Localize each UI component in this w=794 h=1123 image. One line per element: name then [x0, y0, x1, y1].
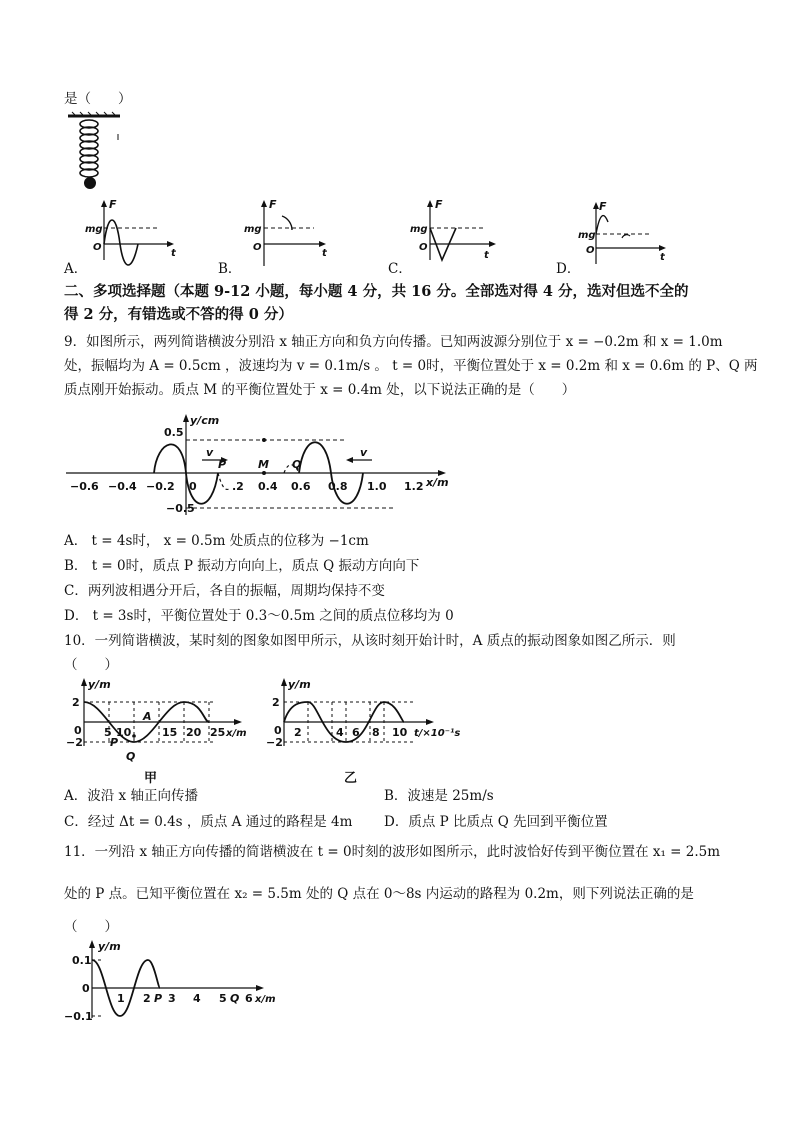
origin-label: O: [419, 242, 428, 253]
question-tail: 是（ ）: [64, 91, 132, 107]
mg-label: mg: [410, 224, 428, 235]
y-tick-pos: 0.5: [164, 426, 184, 439]
q11-stem-line2: 处的 P 点。已知平衡位置在 x₂ = 5.5m 处的 Q 点在 0～8s 内运动的路程为 0.2m，则下列说法正确的是: [64, 886, 694, 902]
origin-label: 0: [274, 724, 282, 737]
x-tick: 10: [392, 726, 408, 739]
origin-label: O: [253, 242, 262, 253]
x-tick: 6: [245, 992, 253, 1005]
option-graph-b: [234, 198, 334, 268]
axis-label-t: t: [171, 248, 176, 259]
x-tick: 6: [352, 726, 360, 739]
point-a-label: A: [143, 710, 152, 723]
x-tick: 0.4: [258, 480, 278, 493]
y-tick-neg: −2: [66, 736, 83, 749]
q9-option-b: B． t = 0时，质点 P 振动方向向上，质点 Q 振动方向向下: [64, 558, 420, 574]
velocity-label: v: [206, 446, 214, 459]
q10-option-a: A．波沿 x 轴正向传播: [64, 788, 198, 804]
q9-stem-line3: 质点刚开始振动。质点 M 的平衡位置处于 x = 0.4m 处，以下说法正确的是（ ）: [64, 382, 576, 398]
x-tick: 4: [193, 992, 201, 1005]
x-tick: 8: [372, 726, 380, 739]
x-tick: −0.2: [146, 480, 175, 493]
point-m-label: M: [258, 458, 269, 471]
point-q-label: Q: [126, 750, 136, 763]
mg-label: mg: [244, 224, 262, 235]
q9-option-c: C．两列波相遇分开后，各自的振幅，周期均保持不变: [64, 583, 385, 599]
x-tick: 1.0: [367, 480, 387, 493]
axis-label-t: t: [660, 252, 665, 263]
y-axis-label: y/m: [288, 678, 311, 691]
x-tick: 0.6: [291, 480, 311, 493]
y-tick-pos: 0.1: [72, 954, 92, 967]
x-tick: 0: [189, 480, 197, 493]
option-label-a: A．: [64, 261, 88, 277]
point-p-label: P: [218, 458, 227, 471]
q9-wave-graph: [64, 410, 464, 520]
axis-label-f: F: [435, 198, 443, 211]
point-p-label: P: [110, 736, 119, 749]
x-tick: 2: [294, 726, 302, 739]
option-graph-d: [574, 198, 674, 268]
q10-option-b: B．波速是 25m/s: [384, 788, 494, 804]
x-tick: 5: [104, 726, 112, 739]
figure-caption: 乙: [344, 771, 358, 786]
q10-graph-yi: [264, 676, 474, 786]
y-tick-neg: −0.1: [64, 1010, 93, 1023]
x-tick: 3: [168, 992, 176, 1005]
option-label-d: D．: [556, 261, 581, 277]
x-tick: 20: [186, 726, 202, 739]
option-label-b: B．: [218, 261, 242, 277]
x-tick: 25: [210, 726, 226, 739]
q10-stem-line1: 10．一列简谐横波，某时刻的图象如图甲所示，从该时刻开始计时，A 质点的振动图象如图乙所示．则: [64, 633, 676, 649]
axis-label-t: t: [484, 250, 489, 261]
y-axis-label: y/cm: [190, 414, 220, 427]
point-q-label: Q: [230, 992, 240, 1005]
x-tick: 15: [162, 726, 178, 739]
y-tick-pos: 2: [272, 696, 280, 709]
point-q-label: Q: [292, 458, 302, 471]
option-graph-c: [404, 198, 504, 268]
q11-wave-graph: [64, 938, 284, 1022]
q11-stem-line1: 11．一列沿 x 轴正方向传播的简谐横波在 t = 0时刻的波形如图所示，此时波恰好传到平衡位置在 x₁ = 2.5m: [64, 844, 721, 860]
x-tick: −0.4: [108, 480, 137, 493]
point-p-label: P: [154, 992, 163, 1005]
x-tick: 1.2: [404, 480, 424, 493]
origin-label: 0: [74, 724, 82, 737]
section-heading: 二、多项选择题（本题 9-12 小题，每小题 4 分，共 16 分。全部选对得 4 分，选对但选不全的: [64, 283, 689, 300]
option-label-c: C．: [388, 261, 412, 277]
x-tick: 4: [336, 726, 344, 739]
x-axis-label: x/m: [255, 994, 276, 1005]
x-tick: 2: [143, 992, 151, 1005]
q9-stem-line2: 处，振幅均为 A = 0.5cm ，波速均为 v = 0.1m/s 。 t = 0时，平衡位置处于 x = 0.2m 和 x = 0.6m 的 P、Q 两: [64, 358, 758, 374]
spring-illustration: [64, 112, 124, 194]
x-tick: 0.8: [328, 480, 348, 493]
axis-label-f: F: [599, 200, 607, 213]
mg-label: mg: [85, 224, 103, 235]
x-tick: 10: [116, 726, 132, 739]
q10-graph-jia: [64, 676, 254, 786]
origin-label: 0: [82, 982, 90, 995]
x-tick: .2: [232, 480, 244, 493]
origin-label: O: [586, 245, 595, 256]
q9-stem-line1: 9．如图所示，两列简谐横波分别沿 x 轴正方向和负方向传播。已知两波源分别位于 x = −0.2m 和 x = 1.0m: [64, 334, 723, 350]
y-tick-neg: −2: [266, 736, 283, 749]
x-axis-label: t/×10⁻¹s: [414, 728, 461, 739]
x-tick: 1: [117, 992, 125, 1005]
q9-option-d: D． t = 3s时，平衡位置处于 0.3～0.5m 之间的质点位移均为 0: [64, 608, 454, 624]
option-graph-a: [82, 198, 182, 268]
x-tick: −0.6: [70, 480, 99, 493]
figure-caption: 甲: [144, 771, 158, 786]
q9-option-a: A． t = 4s时， x = 0.5m 处质点的位移为 −1cm: [64, 533, 369, 549]
axis-label-t: t: [322, 248, 327, 259]
x-axis-label: x/m: [226, 728, 247, 739]
x-axis-label: x/m: [426, 476, 449, 489]
y-axis-label: y/m: [88, 678, 111, 691]
origin-label: O: [93, 242, 102, 253]
q11-stem-line3: （ ）: [64, 919, 118, 935]
y-axis-label: y/m: [98, 940, 121, 953]
section-heading-cont: 得 2 分，有错选或不答的得 0 分）: [64, 306, 293, 323]
velocity-label: v: [360, 446, 368, 459]
q10-stem-line2: （ ）: [64, 657, 118, 673]
y-tick-pos: 2: [72, 696, 80, 709]
q10-option-d: D．质点 P 比质点 Q 先回到平衡位置: [384, 814, 608, 830]
q10-option-c: C．经过 Δt = 0.4s ，质点 A 通过的路程是 4m: [64, 814, 353, 830]
y-tick-neg: −0.5: [166, 502, 195, 515]
x-tick: 5: [219, 992, 227, 1005]
axis-label-f: F: [269, 198, 277, 211]
mg-label: mg: [578, 230, 596, 241]
axis-label-f: F: [109, 198, 117, 211]
